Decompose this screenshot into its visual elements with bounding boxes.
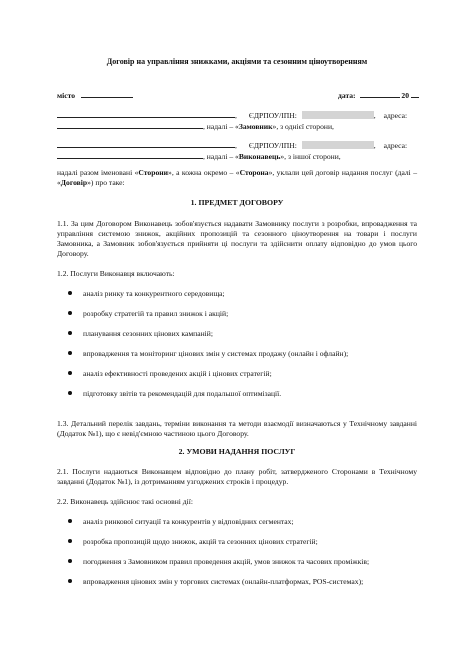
date-field [338,90,419,101]
date-label: дата: [338,91,356,100]
list-item-text: розробку стратегій та правил знижок і акцій; [83,309,229,318]
intro-paragraph [57,168,417,188]
bullet-icon [68,311,72,315]
list-item [68,557,369,567]
executor-name-blank[interactable] [57,140,235,148]
list-item-text: впровадження цінових змін у торгових системах (онлайн-платформах, POS-системах); [83,577,364,586]
bullet-icon [68,331,72,335]
executor-line-2 [57,151,341,162]
list-item [68,309,228,319]
city-label: місто [57,91,76,100]
customer-edrpou-field[interactable] [302,111,374,119]
intro-text-3: », уклали цей договір надання послуг (далі – « [57,168,417,187]
clause-1-3: 1.3. Детальний перелік завдань, терміни виконання та методи взаємодії визначаються у Технічному завданні (Додаток №1), що є невід'ємною частиною цього Договору. [57,419,417,438]
list-item [68,577,363,587]
list-item-text: аналіз ринкової ситуації та конкурентів у відповідних сегментах; [83,517,294,526]
bullet-icon [68,559,72,563]
date-blank[interactable] [360,90,400,98]
executor-suffix-post: », з іншої сторони, [280,152,341,161]
list-item [68,369,272,379]
list-item-text: розробка пропозицій щодо знижок, акцій та сезонних цінових стратегій; [83,537,318,546]
bullet-icon [68,371,72,375]
intro-bold-parties: Сторони [138,168,169,177]
list-item-text: підготовку звітів та рекомендацій для подальшої оптимізації. [83,389,282,398]
executor-line-1: , ЄДРПОУ/ІПН: , адреса: [57,140,407,151]
year-blank[interactable] [411,90,419,98]
list-item-text: планування сезонних цінових кампаній; [83,329,213,338]
executor-role: Виконавець [238,152,281,161]
intro-text-2: », а кожна окремо – « [168,168,240,177]
list-item-text: впровадження та моніторинг цінових змін у системах продажу (онлайн і офлайн); [83,349,349,358]
list-item [68,537,318,547]
customer-address-label: адреса: [383,111,408,120]
list-item-text: аналіз ефективності проведених акцій і цінових стратегій; [83,369,272,378]
executor-edrpou-label: ЄДРПОУ/ІПН: [248,141,297,150]
section-2-heading: 2. УМОВИ НАДАННЯ ПОСЛУГ [178,447,296,456]
customer-suffix-post: », з однієї сторони, [272,122,334,131]
list-item-text: аналіз ринку та конкурентного середовища; [83,289,225,298]
customer-name-blank[interactable] [57,110,235,118]
year-prefix: 20 [401,91,409,100]
customer-edrpou-label: ЄДРПОУ/ІПН: [248,111,297,120]
list-item [68,329,213,339]
clause-1-1: 1.1. За цим Договором Виконавець зобов'язується надавати Замовнику послуги з розробки, впровадження та управління системою знижок, акційних пропозицій та сезонного ціноутворення на товари і послуги Замовника, а Замовник зобов'язується прийняти ці послуги та здійснити оплату відповідно до умов цього Договору. [57,219,417,258]
intro-bold-party: Сторона [239,168,269,177]
list-item [68,517,294,527]
bullet-icon [68,391,72,395]
executor-address-label: адреса: [383,141,408,150]
document-title: Договір на управління знижками, акціями та сезонним ціноутворенням [106,57,368,66]
bullet-icon [68,351,72,355]
bullet-icon [68,519,72,523]
intro-text-1: надалі разом іменовані « [57,168,139,177]
list-item [68,389,281,399]
intro-bold-contract: Договір [60,177,88,187]
executor-address-blank[interactable] [57,151,203,159]
customer-address-blank[interactable] [57,121,203,129]
city-field [57,90,133,101]
customer-suffix-pre: , надалі – « [203,122,239,131]
clause-2-2: 2.2. Виконавець здійснює такі основні дії: [57,497,194,506]
bullet-icon [68,291,72,295]
bullet-icon [68,579,72,583]
executor-edrpou-field[interactable] [302,141,374,149]
list-item-text: погодження з Замовником правил проведення акцій, умов знижок та часових проміжків; [83,557,370,566]
clause-2-1: 2.1. Послуги надаються Виконавцем відповідно до плану робіт, затвердженого Сторонами в Технічному завданні (Додаток №1), із дотриманням узгоджених строків і процедур. [57,467,417,486]
list-item [68,349,348,359]
intro-text-4: ») про таке: [87,177,125,187]
list-item [68,289,225,299]
bullet-icon [68,539,72,543]
customer-role: Замовник [238,122,273,131]
executor-suffix-pre: , надалі – « [203,152,239,161]
customer-line-2 [57,121,334,132]
customer-line-1: , ЄДРПОУ/ІПН: , адреса: [57,110,407,121]
clause-1-2: 1.2. Послуги Виконавця включають: [57,269,175,278]
city-blank[interactable] [81,90,133,98]
section-1-heading: 1. ПРЕДМЕТ ДОГОВОРУ [190,198,284,207]
